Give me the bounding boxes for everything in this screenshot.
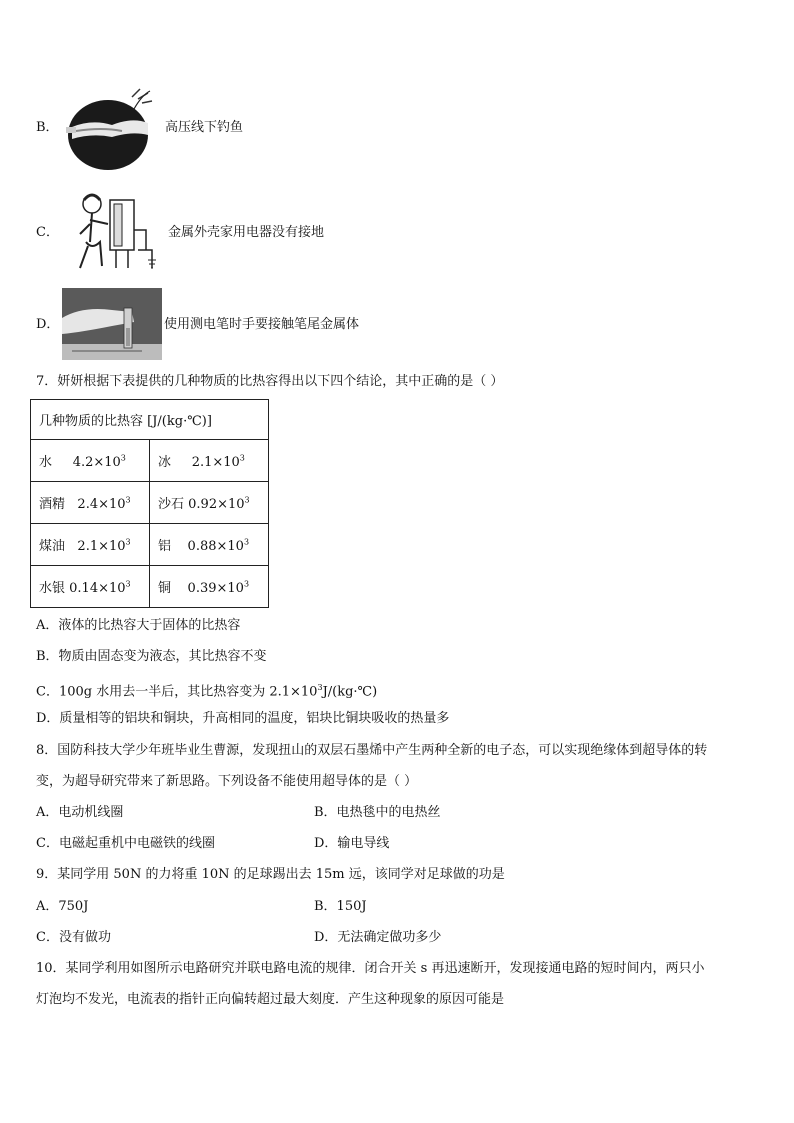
table-header: 几种物质的比热容 [J/(kg·℃)] xyxy=(31,400,269,440)
q8-option-d: D．输电导线 xyxy=(314,836,390,851)
q9-option-a: A．750J xyxy=(36,899,89,914)
specific-heat-table xyxy=(30,399,269,608)
q8-stem-line2: 变，为超导研究带来了新思路。下列设备不能使用超导体的是（ ） xyxy=(36,774,418,789)
fishing-under-power-line-picture xyxy=(62,87,158,173)
q7-option-a: A．液体的比热容大于固体的比热容 xyxy=(36,618,241,633)
test-pen-picture xyxy=(62,288,162,360)
q7-option-d: D．质量相等的铝块和铜块，升高相同的温度，铝块比铜块吸收的热量多 xyxy=(36,711,450,726)
q9-option-b: B．150J xyxy=(314,899,367,914)
q9-option-c: C．没有做功 xyxy=(36,930,111,945)
option-c-text: 金属外壳家用电器没有接地 xyxy=(168,225,325,240)
option-b-label: B． xyxy=(36,120,59,135)
table-row: 水银 $0.14\times 10^3$ 铜 $0.39\times 10^3$ xyxy=(31,566,269,608)
q9-option-d: D．无法确定做功多少 xyxy=(314,930,442,945)
q8-stem-line1: 8．国防科技大学少年班毕业生曹源，发现扭山的双层石墨烯中产生两种全新的电子态，可以实现绝缘体到超导体的转 xyxy=(36,743,708,758)
q9-stem: 9．某同学用 50N 的力将重 10N 的足球踢出去 15m 远，该同学对足球做的功是 xyxy=(36,867,505,882)
q10-stem-line1: 10．某同学利用如图所示电路研究并联电路电流的规律．闭合开关 s 再迅速断开，发现接通电路的短时间内，两只小 xyxy=(36,961,705,976)
ungrounded-appliance-picture xyxy=(72,190,164,276)
q7-option-c: C．100g 水用去一半后，其比热容变为 $2.1\times 10^3J/(kg\cdot℃)$ xyxy=(36,683,378,700)
q7-option-b: B．物质由固态变为液态，其比热容不变 xyxy=(36,649,267,664)
q8-option-b: B．电热毯中的电热丝 xyxy=(314,805,441,820)
option-d-label: D． xyxy=(36,317,60,332)
table-row: 水 $4.2\times 10^3$ 冰 $2.1\times 10^3$ xyxy=(31,440,269,482)
q8-option-c: C．电磁起重机中电磁铁的线圈 xyxy=(36,836,215,851)
option-b-text: 高压线下钓鱼 xyxy=(165,120,244,135)
option-d-text: 使用测电笔时手要接触笔尾金属体 xyxy=(164,317,360,332)
option-c-label: C． xyxy=(36,225,59,240)
q10-stem-line2: 灯泡均不发光，电流表的指针正向偏转超过最大刻度．产生这种现象的原因可能是 xyxy=(36,992,505,1007)
q7-stem: 7．妍妍根据下表提供的几种物质的比热容得出以下四个结论，其中正确的是（ ） xyxy=(36,374,504,389)
q8-option-a: A．电动机线圈 xyxy=(36,805,124,820)
table-row: 酒精 $2.4\times 10^3$ 沙石 $0.92\times 10^3$ xyxy=(31,482,269,524)
table-row: 煤油 $2.1\times 10^3$ 铝 $0.88\times 10^3$ xyxy=(31,524,269,566)
